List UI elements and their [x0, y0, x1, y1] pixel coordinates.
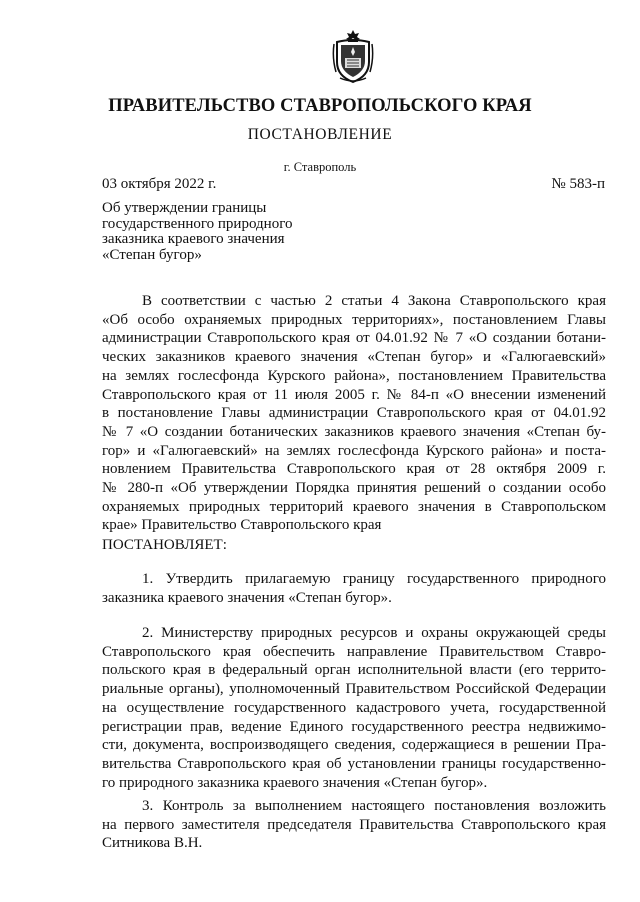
text-line: Ставропольского края от 11 июля 2005 г. № 84-п «О внесении изменений [102, 386, 606, 403]
text-line: № 7 «О создании ботанических заказников краевого значения «Степан бу- [102, 423, 606, 440]
text-line: 2. Министерству природных ресурсов и охраны окружающей среды [142, 625, 606, 641]
coat-of-arms-icon [332, 28, 374, 84]
text-line: администрации Ставропольского края от 04.01.92 № 7 «О создании ботани- [102, 330, 606, 347]
text-line: «Об особо охраняемых природных территориях», постановлением Главы [102, 311, 606, 328]
subject-line: государственного природного [102, 215, 293, 232]
government-title: ПРАВИТЕЛЬСТВО СТАВРОПОЛЬСКОГО КРАЯ [108, 96, 532, 116]
text-line: на землях гослесфонда Курского района», постановлением Правительства [102, 367, 606, 384]
subject-line: заказника краевого значения [102, 231, 285, 247]
text-line: 1. Утвердить прилагаемую границу государственного природного [142, 571, 606, 587]
city-label: г. Ставрополь [283, 160, 357, 174]
document-subject [102, 201, 362, 263]
text-line: польского края в федеральный орган исполнительной власти (его террито- [102, 662, 606, 679]
text-line: № 280-п «Об утверждении Порядка принятия решений о создании особо [102, 480, 606, 497]
document-number: № 583-п [551, 176, 605, 192]
text-line: 3. Контроль за выполнением настоящего постановления возложить [142, 798, 606, 814]
item-3-paragraph [102, 797, 606, 853]
text-line: в постановление Главы администрации Ставропольского края от 04.01.92 [102, 405, 606, 422]
text-line: риальные органы), уполномоченный Правительством Российской Федерации [102, 681, 606, 698]
text-line: го природного заказника краевого значения «Степан бугор». [102, 774, 488, 791]
text-line: охраняемых природных территорий краевого значения в Ставропольском [102, 498, 606, 515]
text-line: на первого заместителя председателя Правительства Ставропольского края [102, 816, 606, 833]
preamble-paragraph [102, 292, 606, 535]
item-2-paragraph [102, 624, 606, 792]
text-line: крае» Правительство Ставропольского края [102, 517, 382, 534]
item-1-paragraph [102, 570, 606, 607]
text-line: новлением Правительства Ставропольского края от 28 октября 2009 г. [102, 461, 606, 478]
text-line: В соответствии с частью 2 статьи 4 Закона Ставропольского края [142, 293, 606, 309]
text-line: Ставропольского края обеспечить направление Правительством Ставро- [102, 643, 606, 660]
decree-word [102, 536, 606, 555]
text-line: регистрации прав, ведение Единого государственного реестра недвижимо- [102, 718, 606, 735]
text-line: ческих заказников краевого значения «Степан бугор» и «Галюгаевский» [102, 349, 606, 366]
text-line: сти, документа, воспроизводящего сведения, содержащиеся в решении Пра- [102, 737, 606, 754]
document-date: 03 октября 2022 г. [102, 176, 217, 192]
text-line: заказника краевого значения «Степан бугор». [102, 589, 392, 606]
subject-line: «Степан бугор» [102, 246, 202, 263]
text-line: вительства Ставропольского края об установлении границы государственно- [102, 755, 606, 772]
document-type: ПОСТАНОВЛЕНИЕ [247, 126, 393, 143]
text-line: на осуществление государственного кадастрового учета, государственной [102, 699, 606, 716]
subject-line: Об утверждении границы [102, 200, 267, 216]
text-line: Ситникова В.Н. [102, 835, 203, 852]
text-line: гор» и «Галюгаевский» на землях гослесфонда Курского района» и поста- [102, 442, 606, 459]
text-line: ПОСТАНОВЛЯЕТ: [102, 537, 227, 553]
